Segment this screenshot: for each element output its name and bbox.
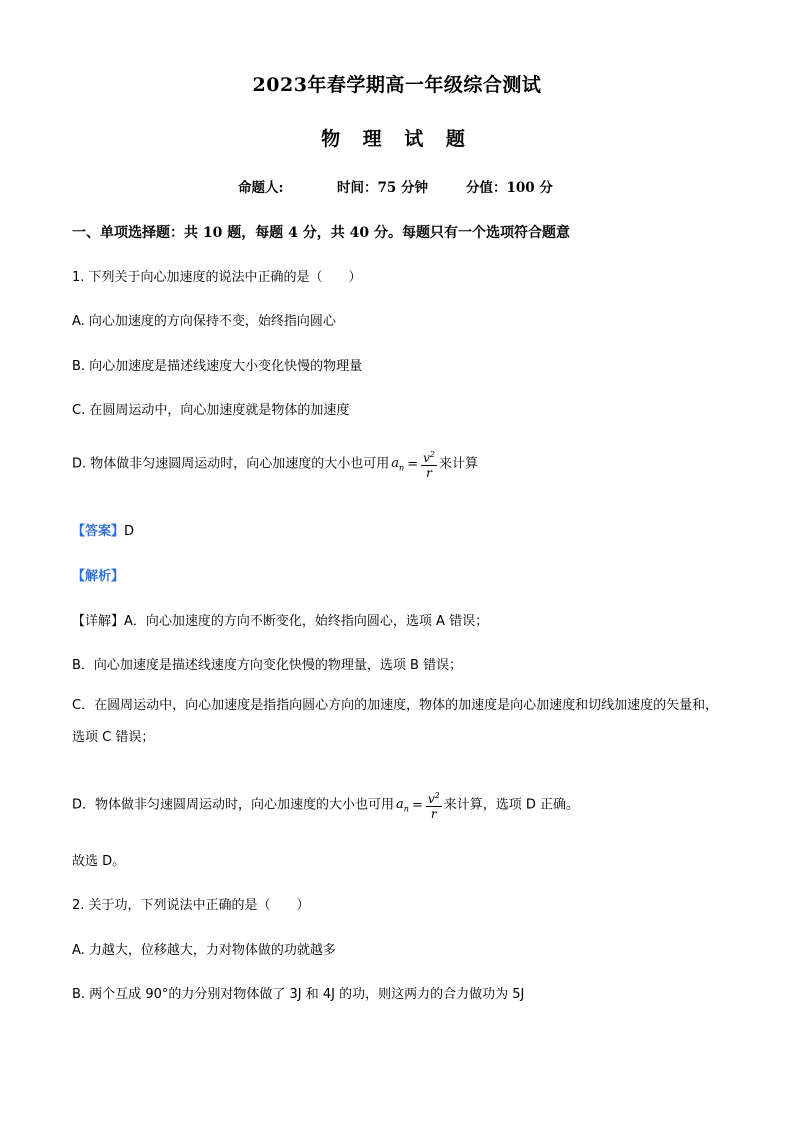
formula-numerator-sup: 2 — [434, 791, 440, 800]
formula-lhs-sub: n — [403, 804, 409, 814]
q1-detail-b: B．向心加速度是描述线速度方向变化快慢的物理量，选项 B 错误； — [72, 658, 463, 673]
q2-option-b: B. 两个互成 90°的力分别对物体做了 3J 和 4J 的功，则这两力的合力做功为 5J — [72, 987, 525, 1002]
analysis-tag: 【解析】 — [72, 569, 125, 584]
centripetal-formula-2 — [396, 789, 442, 821]
q2-stem: 2. 关于功，下列说法中正确的是（ ） — [72, 898, 310, 913]
q1-option-d-text: D. 物体做非匀速圆周运动时，向心加速度的大小也可用 — [72, 456, 390, 472]
formula-lhs: a — [396, 796, 404, 812]
detail-tag: 【详解】 — [72, 614, 125, 629]
q1-option-d — [72, 448, 478, 480]
q2-option-a: A. 力越大，位移越大，力对物体做的功就越多 — [72, 943, 336, 958]
formula-numerator-sup: 2 — [429, 450, 435, 459]
detail-d-suffix: 来计算，选项 D 正确。 — [443, 797, 579, 813]
answer-tag: 【答案】 — [72, 524, 125, 539]
q1-option-a: A. 向心加速度的方向保持不变，始终指向圆心 — [72, 314, 336, 329]
formula-lhs: a — [391, 455, 400, 471]
formula-denominator: r — [426, 466, 432, 480]
section-heading: 一、单项选择题：共 10 题，每题 4 分，共 40 分。每题只有一个选项符合题意 — [72, 225, 570, 241]
setter-label: 命题人: — [238, 180, 284, 196]
time-label: 时间：75 分钟 — [337, 180, 428, 196]
q1-option-c: C. 在圆周运动中，向心加速度就是物体的加速度 — [72, 403, 350, 418]
formula-numerator: v — [423, 451, 430, 465]
formula-equals: = — [411, 797, 423, 813]
exam-subject: 物 理 试 题 — [321, 128, 473, 150]
answer-value: D — [124, 524, 135, 539]
formula-lhs-sub: n — [399, 463, 405, 473]
q1-answer — [72, 520, 134, 539]
q1-analysis — [72, 565, 124, 584]
q1-detail-c: C．在圆周运动中，向心加速度是指指向圆心方向的加速度，物体的加速度是向心加速度和切线加速度的矢量和，选项 C 错误； — [72, 698, 719, 745]
q1-stem: 1. 下列关于向心加速度的说法中正确的是（ ） — [72, 270, 362, 285]
exam-title: 2023年春学期高一年级综合测试 — [252, 74, 542, 96]
score-label: 分值：100 分 — [466, 180, 553, 196]
q1-conclusion: 故选 D。 — [72, 854, 126, 869]
detail-a-text: A．向心加速度的方向不断变化，始终指向圆心，选项 A 错误； — [124, 614, 489, 629]
q1-option-b: B. 向心加速度是描述线速度大小变化快慢的物理量 — [72, 359, 363, 374]
q1-detail-a — [72, 610, 488, 629]
formula-numerator: v — [427, 792, 435, 806]
exam-meta — [0, 176, 794, 196]
centripetal-formula — [391, 448, 437, 480]
formula-denominator: r — [430, 807, 437, 821]
detail-d-text: D．物体做非匀速圆周运动时，向心加速度的大小也可用 — [72, 797, 395, 813]
q1-option-d-suffix: 来计算 — [438, 456, 478, 472]
q1-detail-d — [72, 789, 579, 821]
formula-equals: = — [407, 456, 419, 472]
